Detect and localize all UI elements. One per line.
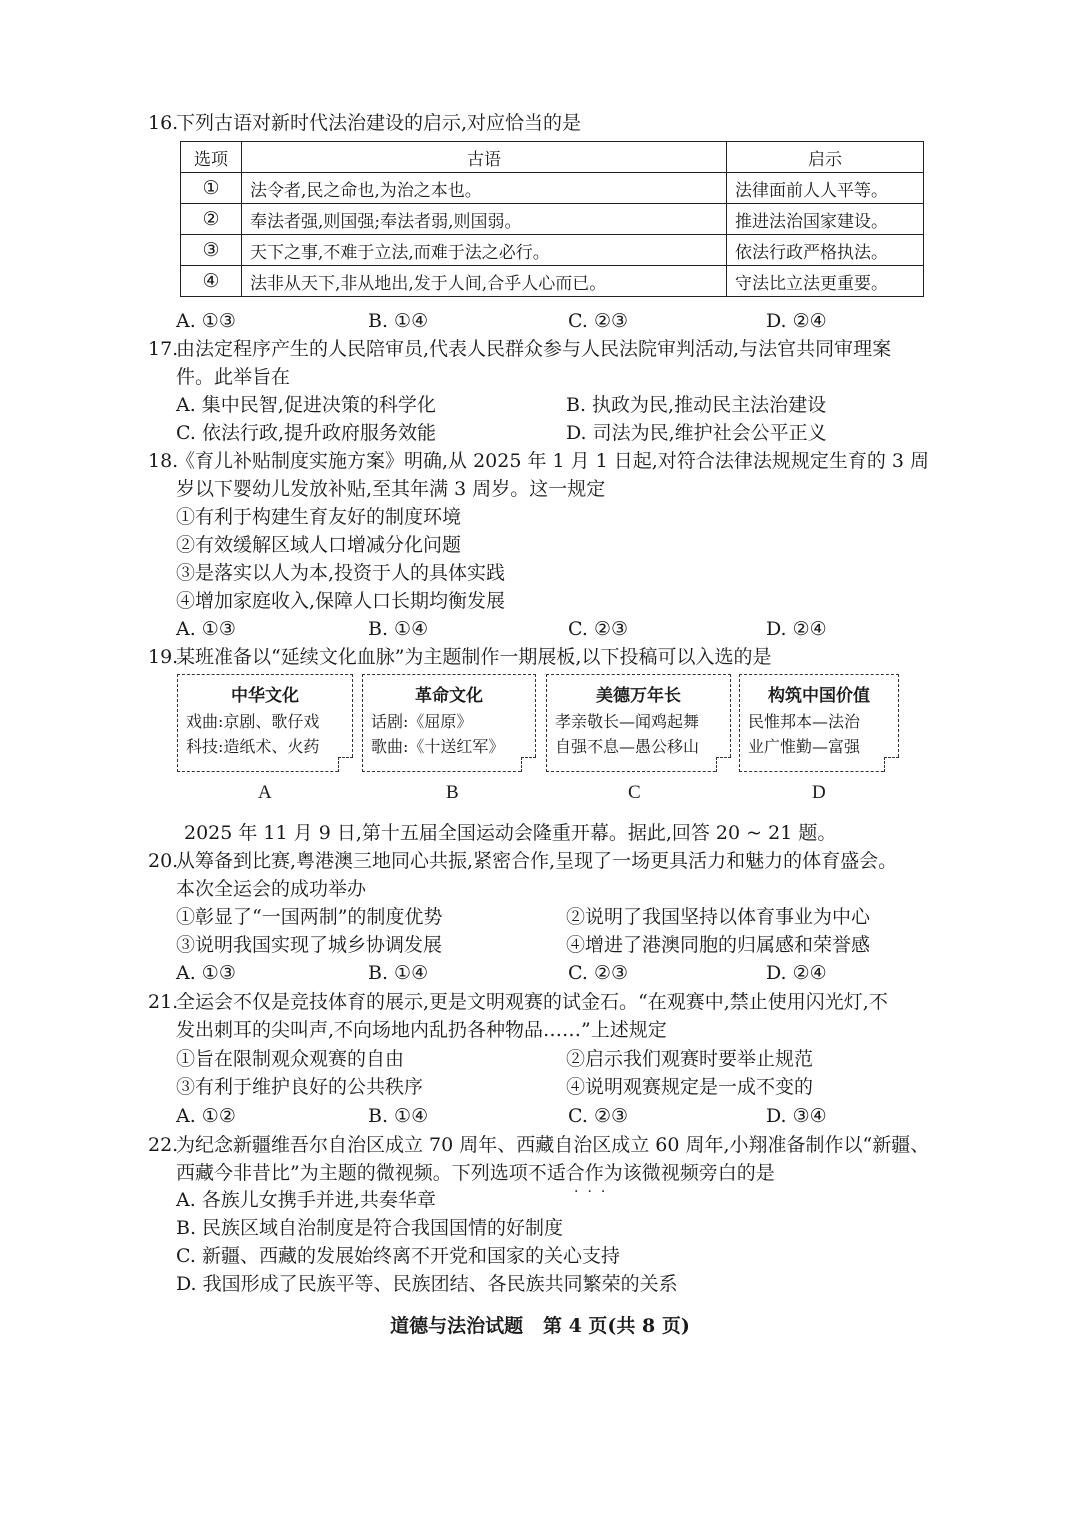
option-c: C. ②③ bbox=[568, 310, 629, 332]
q20-number: 20. bbox=[148, 850, 179, 872]
card-line: 业广惟勤—富强 bbox=[748, 737, 861, 756]
q18-item-1: ①有利于构建生育友好的制度环境 bbox=[176, 506, 462, 528]
row-saying: 奉法者强,则国强;奉法者弱,则国弱。 bbox=[242, 204, 727, 235]
q20-item-4: ④增进了港澳同胞的归属感和荣誉感 bbox=[566, 934, 871, 956]
q16-number: 16. bbox=[148, 112, 179, 134]
fold-corner-icon bbox=[521, 757, 536, 772]
option-a: A. ①③ bbox=[176, 310, 236, 332]
option-a: A. ①③ bbox=[176, 618, 236, 640]
q20-item-3: ③说明我国实现了城乡协调发展 bbox=[176, 934, 443, 956]
row-saying: 法令者,民之命也,为治之本也。 bbox=[242, 173, 727, 204]
q17-stem-line2: 件。此举旨在 bbox=[176, 366, 291, 388]
row-insight: 推进法治国家建设。 bbox=[727, 204, 924, 235]
q18-number: 18. bbox=[148, 450, 179, 472]
page-footer: 道德与法治试题 第 4 页(共 8 页) bbox=[390, 1315, 690, 1337]
q22-stem-line2: 西藏今非昔比”为主题的微视频。下列选项不适合作为该微视频旁白的是 bbox=[176, 1162, 775, 1184]
row-saying: 天下之事,不难于立法,而难于法之必行。 bbox=[242, 235, 727, 266]
option-d: D. ②④ bbox=[766, 962, 827, 984]
option-d: D. ③④ bbox=[766, 1105, 827, 1127]
q18-item-2: ②有效缓解区域人口增减分化问题 bbox=[176, 534, 462, 556]
option-d: D. 我国形成了民族平等、民族团结、各民族共同繁荣的关系 bbox=[176, 1273, 678, 1295]
fold-corner-icon bbox=[884, 757, 899, 772]
table-header-row bbox=[181, 142, 924, 173]
q21-stem-line1: 全运会不仅是竞技体育的展示,更是文明观赛的试金石。“在观赛中,禁止使用闪光灯,不 bbox=[176, 991, 888, 1013]
q16-options bbox=[176, 307, 826, 335]
row-num: ③ bbox=[181, 235, 242, 266]
card-d bbox=[739, 674, 899, 772]
header-insight: 启示 bbox=[727, 142, 924, 173]
card-line: 民惟邦本—法治 bbox=[748, 712, 861, 731]
table-row bbox=[181, 173, 924, 204]
card-a bbox=[177, 674, 353, 772]
q16-stem: 下列古语对新时代法治建设的启示,对应恰当的是 bbox=[176, 112, 582, 134]
option-b: B. ①④ bbox=[368, 618, 429, 640]
q21-item-2: ②启示我们观赛时要举止规范 bbox=[566, 1048, 814, 1070]
card-title: 中华文化 bbox=[231, 686, 299, 706]
q21-item-3: ③有利于维护良好的公共秩序 bbox=[176, 1076, 424, 1098]
row-insight: 法律面前人人平等。 bbox=[727, 173, 924, 204]
table-row bbox=[181, 266, 924, 297]
card-label-c: C bbox=[628, 782, 641, 803]
q21-number: 21. bbox=[148, 991, 179, 1013]
q18-stem-line1: 《育儿补贴制度实施方案》明确,从 2025 年 1 月 1 日起,对符合法律法规规定生育的 3 周 bbox=[176, 450, 930, 472]
q21-options bbox=[176, 1102, 826, 1130]
card-title: 革命文化 bbox=[415, 686, 483, 706]
card-line: 话剧:《屈原》 bbox=[371, 712, 473, 731]
q20-item-1: ①彰显了“一国两制”的制度优势 bbox=[176, 906, 443, 928]
card-line: 戏曲:京剧、歌仔戏 bbox=[186, 712, 320, 731]
card-title: 构筑中国价值 bbox=[768, 686, 870, 706]
q20-stem-line1: 从筹备到比赛,粤港澳三地同心共振,紧密合作,呈现了一场更具活力和魅力的体育盛会。 bbox=[176, 850, 898, 872]
option-b: B. 执政为民,推动民主法治建设 bbox=[566, 394, 827, 416]
q20-stem-line2: 本次全运会的成功举办 bbox=[176, 878, 367, 900]
option-c: C. 新疆、西藏的发展始终离不开党和国家的关心支持 bbox=[176, 1245, 620, 1267]
option-a: A. 集中民智,促进决策的科学化 bbox=[176, 394, 436, 416]
q19-number: 19. bbox=[148, 646, 179, 668]
row-num: ① bbox=[181, 173, 242, 204]
row-num: ② bbox=[181, 204, 242, 235]
card-line: 自强不息—愚公移山 bbox=[555, 737, 700, 756]
option-a: A. ①② bbox=[176, 1105, 236, 1127]
option-b: B. ①④ bbox=[368, 962, 429, 984]
option-d: D. ②④ bbox=[766, 618, 827, 640]
card-label-b: B bbox=[446, 782, 459, 803]
card-title: 美德万年长 bbox=[596, 686, 681, 706]
row-num: ④ bbox=[181, 266, 242, 297]
q18-stem-line2: 岁以下婴幼儿发放补贴,至其年满 3 周岁。这一规定 bbox=[176, 478, 606, 500]
q17-number: 17. bbox=[148, 338, 179, 360]
q21-item-4: ④说明观赛规定是一成不变的 bbox=[566, 1076, 814, 1098]
q22-number: 22. bbox=[148, 1134, 179, 1156]
option-c: C. ②③ bbox=[568, 618, 629, 640]
card-line: 孝亲敬长—闻鸡起舞 bbox=[555, 712, 700, 731]
q20-options bbox=[176, 959, 826, 987]
option-b: B. ①④ bbox=[368, 1105, 429, 1127]
card-line: 歌曲:《十送红军》 bbox=[371, 737, 505, 756]
option-d: D. 司法为民,维护社会公平正义 bbox=[566, 422, 827, 444]
card-b bbox=[362, 674, 536, 772]
q21-stem-line2: 发出刺耳的尖叫声,不向场地内乱扔各种物品……”上述规定 bbox=[176, 1019, 667, 1041]
option-a: A. ①③ bbox=[176, 962, 236, 984]
q17-stem-line1: 由法定程序产生的人民陪审员,代表人民群众参与人民法院审判活动,与法官共同审理案 bbox=[176, 338, 892, 360]
q18-options bbox=[176, 615, 826, 643]
card-c bbox=[546, 674, 731, 772]
q18-item-3: ③是落实以人为本,投资于人的具体实践 bbox=[176, 562, 506, 584]
row-insight: 守法比立法更重要。 bbox=[727, 266, 924, 297]
q18-item-4: ④增加家庭收入,保障人口长期均衡发展 bbox=[176, 590, 506, 612]
q21-item-1: ①旨在限制观众观赛的自由 bbox=[176, 1048, 405, 1070]
section-intro: 2025 年 11 月 9 日,第十五届全国运动会隆重开幕。据此,回答 20 ~ 21 题。 bbox=[184, 822, 837, 844]
card-line: 科技:造纸术、火药 bbox=[186, 737, 320, 756]
header-saying: 古语 bbox=[242, 142, 727, 173]
q16-table bbox=[180, 141, 924, 297]
table-row bbox=[181, 235, 924, 266]
option-b: B. ①④ bbox=[368, 310, 429, 332]
table-row bbox=[181, 204, 924, 235]
card-label-d: D bbox=[812, 782, 826, 803]
row-insight: 依法行政严格执法。 bbox=[727, 235, 924, 266]
option-c: C. 依法行政,提升政府服务效能 bbox=[176, 422, 436, 444]
option-a: A. 各族儿女携手并进,共奏华章 bbox=[176, 1189, 436, 1211]
q22-stem-line1: 为纪念新疆维吾尔自治区成立 70 周年、西藏自治区成立 60 周年,小翔准备制作以“新疆、 bbox=[176, 1134, 930, 1156]
option-c: C. ②③ bbox=[568, 962, 629, 984]
q19-stem: 某班准备以“延续文化血脉”为主题制作一期展板,以下投稿可以入选的是 bbox=[176, 646, 772, 668]
row-saying: 法非从天下,非从地出,发于人间,合乎人心而已。 bbox=[242, 266, 727, 297]
header-option: 选项 bbox=[181, 142, 242, 173]
emphasis-dots: ··· bbox=[574, 1184, 615, 1200]
option-b: B. 民族区域自治制度是符合我国国情的好制度 bbox=[176, 1217, 564, 1239]
fold-corner-icon bbox=[338, 757, 353, 772]
option-c: C. ②③ bbox=[568, 1105, 629, 1127]
card-label-a: A bbox=[258, 782, 272, 803]
fold-corner-icon bbox=[716, 757, 731, 772]
option-d: D. ②④ bbox=[766, 310, 827, 332]
q20-item-2: ②说明了我国坚持以体育事业为中心 bbox=[566, 906, 871, 928]
